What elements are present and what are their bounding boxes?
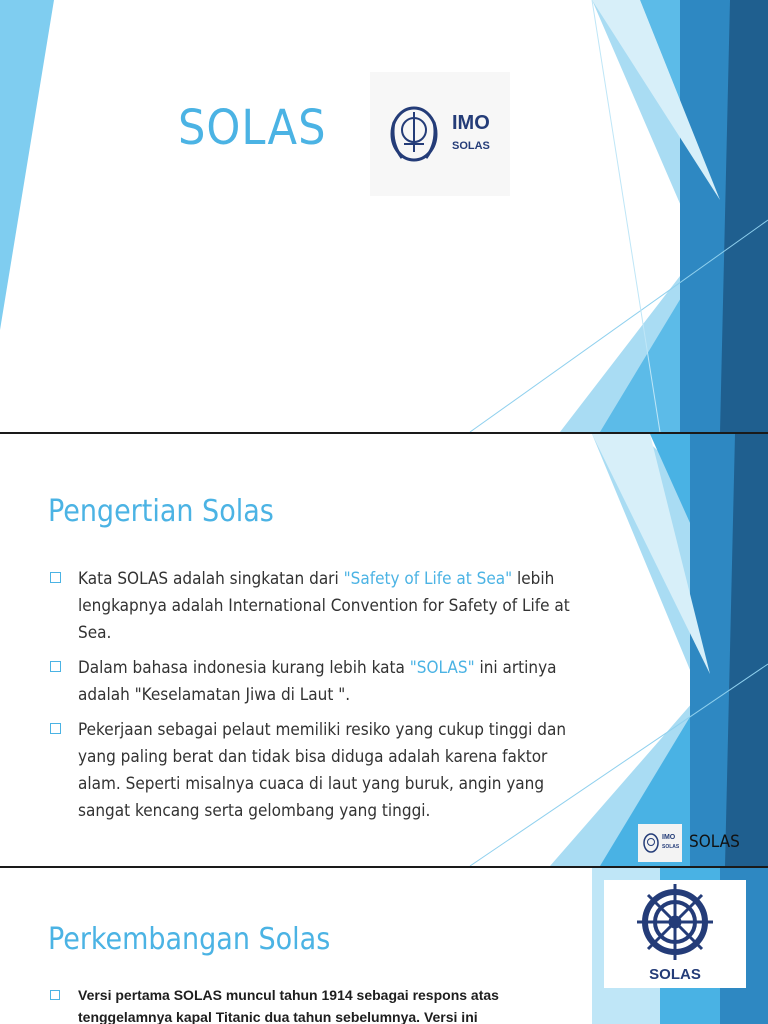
checkbox-bullet-icon (50, 661, 61, 672)
slide-heading: Perkembangan Solas (48, 922, 331, 957)
bullet-text: Versi pertama SOLAS muncul tahun 1914 sebagai respons atas tenggelamnya kapal Titanic dua tahun sebelumnya. Versi ini (78, 987, 499, 1024)
list-item (50, 717, 590, 825)
footer-logo-text: IMO (662, 834, 676, 841)
slide-1[interactable] (0, 0, 768, 432)
imo-logo-subtext: SOLAS (452, 140, 490, 152)
list-item (50, 984, 570, 1024)
solas-logo-label: SOLAS (649, 966, 701, 983)
bullet-text: Pekerjaan sebagai pelaut memiliki resiko yang cukup tinggi dan yang paling berat dan tidak bisa diduga adalah karena faktor alam. Seperti misalnya cuaca di laut yang buruk, angin yang sangat kencang serta gelombang yang tinggi. (78, 720, 567, 821)
ship-wheel-icon (604, 880, 746, 966)
list-item (50, 655, 590, 709)
imo-emblem-icon (638, 824, 682, 862)
checkbox-bullet-icon (50, 723, 61, 734)
bullet-text: Dalam bahasa indonesia kurang lebih kata (78, 658, 410, 678)
checkbox-bullet-icon (50, 572, 61, 583)
footer-logo-subtext: SOLAS (662, 844, 680, 850)
bullet-text: ini artinya adalah "Keselamatan Jiwa di Laut ". (78, 658, 557, 705)
bullet-text: Kata SOLAS adalah singkatan dari (78, 569, 344, 589)
slide-heading: Pengertian Solas (48, 494, 274, 529)
highlight-text: "Safety of Life at Sea" (343, 569, 513, 589)
imo-emblem-icon (370, 72, 450, 196)
left-triangle-shape (0, 0, 54, 330)
slide-2[interactable] (0, 434, 768, 866)
solas-logo (604, 880, 746, 988)
slide-3[interactable] (0, 868, 768, 1024)
imo-footer-logo (638, 824, 682, 862)
bullet-text: lebih lengkapnya adalah International Convention for Safety of Life at Sea. (78, 569, 570, 643)
slide-decoration (0, 0, 768, 432)
list-item (50, 566, 590, 647)
slide-title: SOLAS (178, 100, 327, 156)
footer-label: SOLAS (689, 832, 740, 852)
imo-logo-text: IMO (452, 112, 490, 134)
checkbox-bullet-icon (50, 990, 60, 1000)
highlight-text: "SOLAS" (409, 658, 475, 678)
bullet-list (50, 984, 570, 1024)
bullet-list (50, 566, 590, 833)
